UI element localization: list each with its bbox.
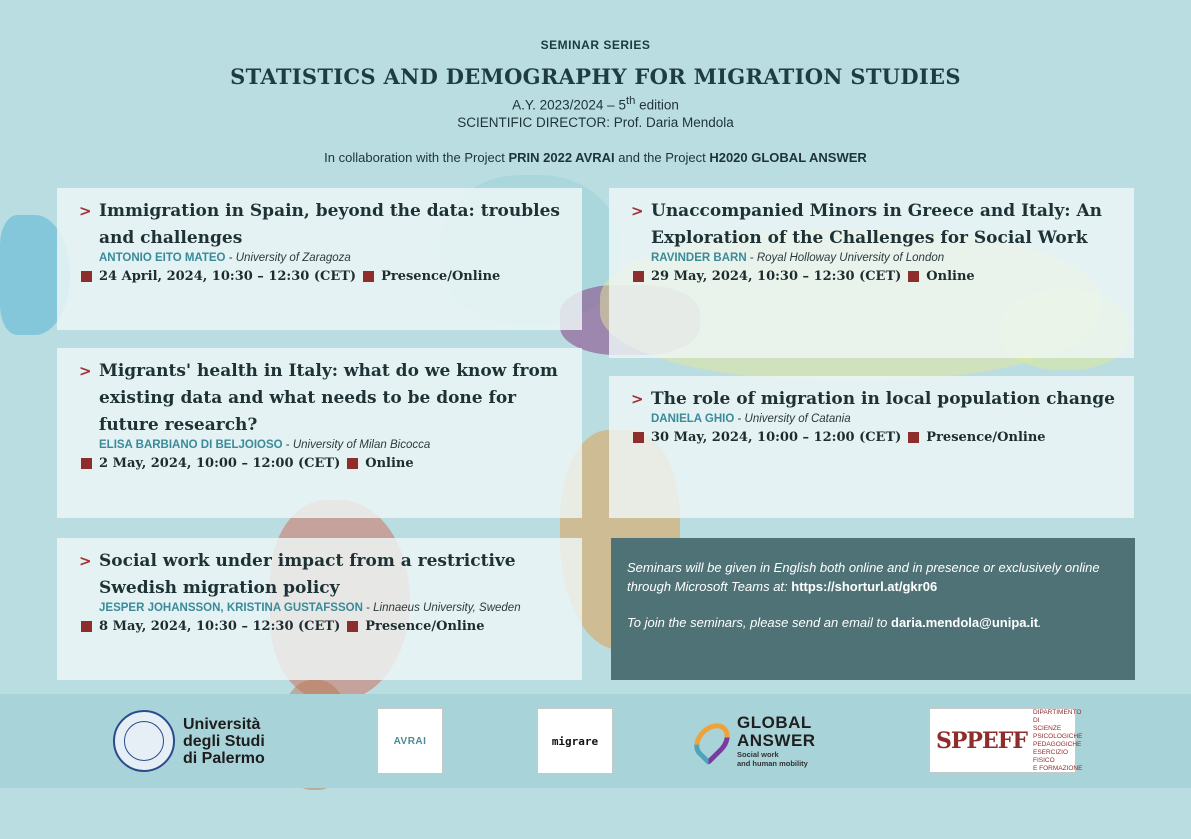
seminar-card [57,188,582,330]
square-bullet-icon [908,271,919,282]
seminar-card [609,188,1134,358]
chevron-right-icon: > [631,202,644,220]
chevron-right-icon: > [79,202,92,220]
seminar-card [57,348,582,518]
seminar-title: > Migrants' health in Italy: what do we know from existing data and what needs to be done for future research? [79,358,568,439]
teams-link[interactable]: https://shorturl.at/gkr06 [791,579,938,594]
square-bullet-icon [633,271,644,282]
seminar-date: 8 May, 2024, 10:30 – 12:30 (CET) Presence/Online [81,619,568,634]
seminar-speaker: DANIELA GHIO - University of Catania [651,413,851,425]
square-bullet-icon [633,432,644,443]
email-link[interactable]: daria.mendola@unipa.it [891,615,1039,630]
square-bullet-icon [81,621,92,632]
seminar-speaker: ELISA BARBIANO DI BELJOIOSO - University of Milan Bicocca [99,439,431,451]
square-bullet-icon [347,458,358,469]
director-line: SCIENTIFIC DIRECTOR: Prof. Daria Mendola [457,114,734,130]
seminar-card [609,376,1134,518]
square-bullet-icon [363,271,374,282]
seminar-speaker: JESPER JOHANSSON, KRISTINA GUSTAFSSON - Linnaeus University, Sweden [99,602,521,614]
square-bullet-icon [908,432,919,443]
seminar-date: 24 April, 2024, 10:30 – 12:30 (CET) Presence/Online [81,269,568,284]
chevron-right-icon: > [79,362,92,380]
seminar-title: > Immigration in Spain, beyond the data: troubles and challenges [79,198,568,252]
seminar-card [57,538,582,680]
square-bullet-icon [81,458,92,469]
square-bullet-icon [347,621,358,632]
seminar-title: > Social work under impact from a restrictive Swedish migration policy [79,548,568,602]
info-email: To join the seminars, please send an email to daria.mendola@unipa.it. [627,615,1042,630]
poster-header [0,38,1191,166]
seminar-speaker: RAVINDER BARN - Royal Holloway University of London [651,252,945,264]
seminar-title: > The role of migration in local population change [631,386,1120,413]
chevron-right-icon: > [79,552,92,570]
seminar-title: > Unaccompanied Minors in Greece and Italy: An Exploration of the Challenges for Social Work [631,198,1120,252]
migrare-logo: migrare [537,708,613,774]
seminar-date: 30 May, 2024, 10:00 – 12:00 (CET) Presence/Online [633,430,1120,445]
poster-title: STATISTICS AND DEMOGRAPHY FOR MIGRATION STUDIES [230,64,961,89]
seminar-date: 29 May, 2024, 10:30 – 12:30 (CET) Online [633,269,1120,284]
university-seal-icon [113,710,175,772]
square-bullet-icon [81,271,92,282]
chevron-right-icon: > [631,390,644,408]
seminar-speaker: ANTONIO EITO MATEO - University of Zaragoza [99,252,351,264]
collaboration-line: In collaboration with the Project PRIN 2022 AVRAI and the Project H2020 GLOBAL ANSWER [324,149,867,165]
unipa-logo: Università degli Studi di Palermo [113,709,293,773]
info-panel [611,538,1135,680]
series-label: SEMINAR SERIES [540,38,651,52]
global-answer-logo: GLOBAL ANSWER Social work and human mobility [697,708,847,774]
sppeff-logo: SPPEFF DIPARTIMENTO DI SCIENZE PSICOLOGICHE PEDAGOGICHE ESERCIZIO FISICO E FORMAZIONE [929,708,1076,773]
seminar-date: 2 May, 2024, 10:00 – 12:00 (CET) Online [81,456,568,471]
edition-line: A.Y. 2023/2024 – 5th edition [512,95,679,113]
avrai-logo: AVRAI [377,708,443,774]
info-teams: Seminars will be given in English both online and in presence or exclusively online through Microsoft Teams at: https://shorturl.at/gkr06 [627,560,1100,594]
